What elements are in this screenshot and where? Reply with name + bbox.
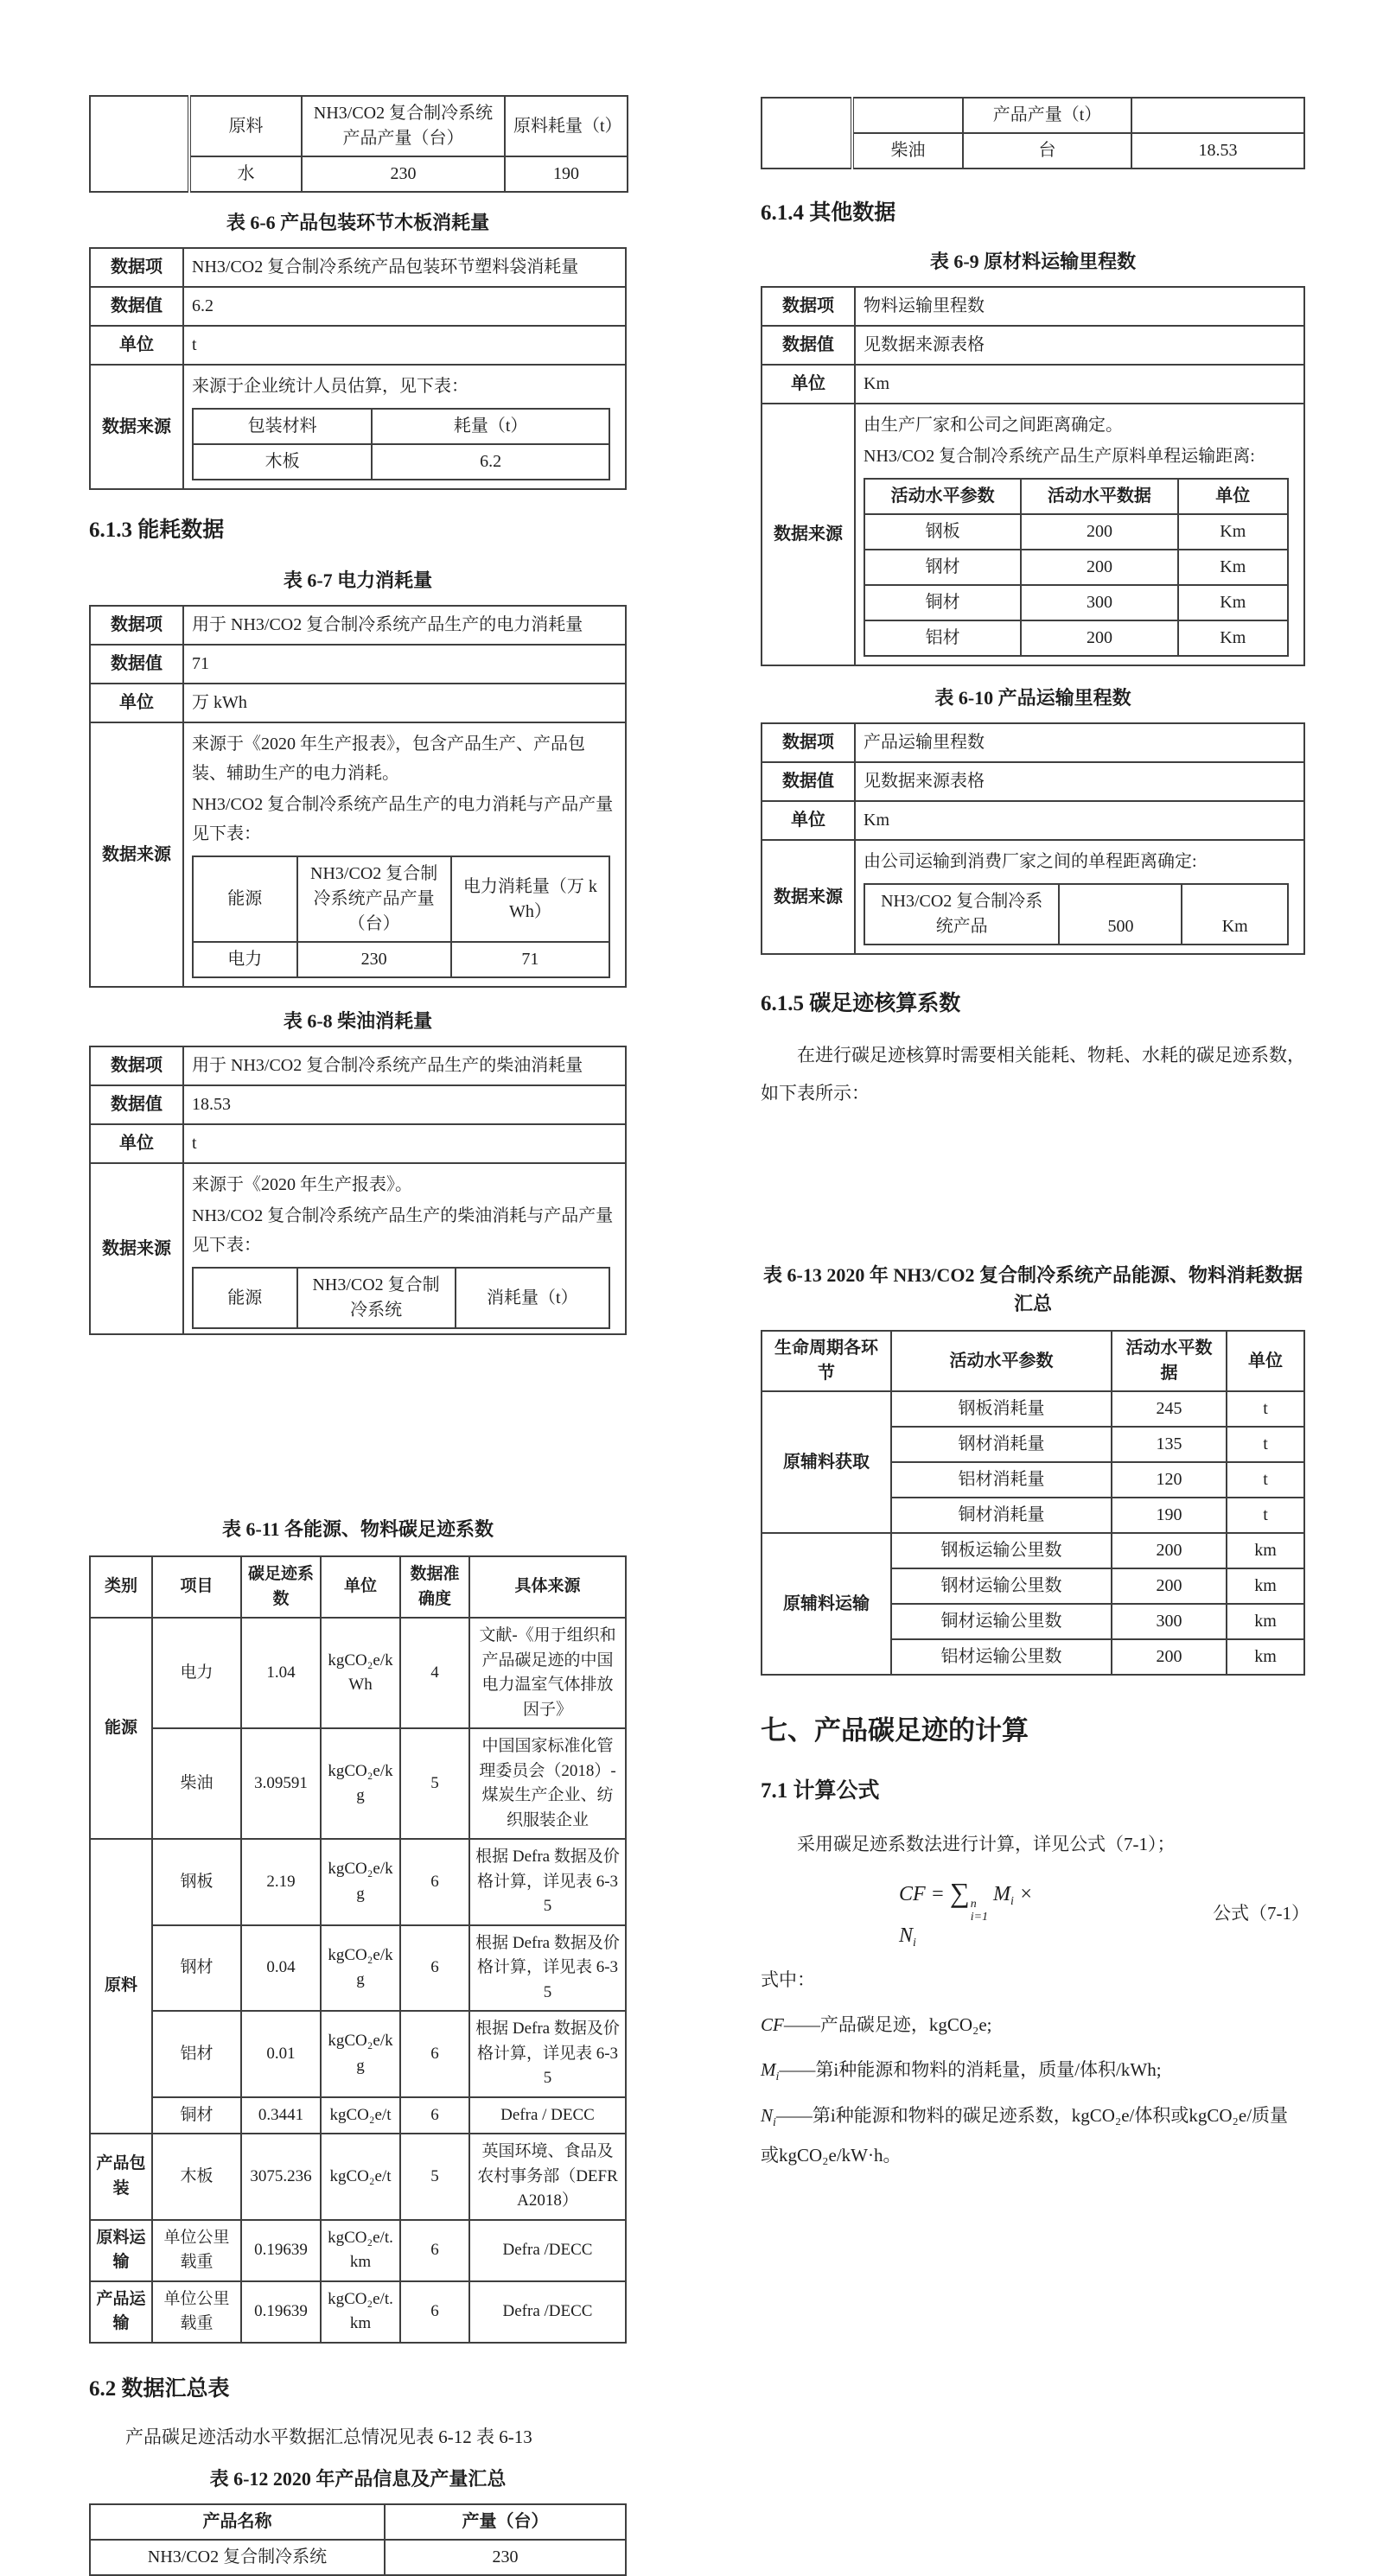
term-m: M [761,2058,776,2080]
table-cell: 200 [1021,550,1177,585]
table-header-cell: NH3/CO2 复合制冷系统 [297,1268,456,1328]
row-label-cell: 数据来源 [90,365,183,489]
table-cell: t [1227,1498,1304,1533]
table-cell: Km [1178,550,1288,585]
table-row [864,884,1288,945]
table-cell: km [1227,1604,1304,1639]
table-row [90,365,626,489]
source-note: NH3/CO2 复合制冷系统产品生产原料单程运输距离: [864,447,1255,466]
source-note: 由生产厂家和公司之间距离确定。 [864,416,1123,435]
table-cell: 见数据来源表格 [855,762,1304,801]
table-cell: 71 [451,942,609,977]
table-cell: 500 [1059,884,1182,945]
table-cell: 200 [1112,1568,1227,1604]
table-6-10-title: 表 6-10 产品运输里程数 [934,687,1131,709]
table-row [762,98,1304,133]
table-6-7-inner [192,855,610,978]
table-6-6 [89,247,627,490]
definition-m [761,2051,1305,2089]
table-cell: Km [1178,585,1288,620]
table-row [90,96,628,156]
row-label-cell: 数据项 [90,248,183,287]
table-cell: 0.01 [241,2011,321,2097]
table-cell: kgCO₂e/t.km [321,2220,400,2281]
table-6-7-title: 表 6-7 电力消耗量 [283,569,433,591]
table-row [90,684,626,722]
table-cell: 钢材消耗量 [891,1427,1112,1462]
table-cell: 钢板运输公里数 [891,1533,1112,1568]
table-cell: 6 [400,2281,469,2343]
table-6-12 [89,2503,627,2576]
table-cell: 钢板 [152,1839,241,1925]
table-row [762,1391,1304,1427]
table-cell: 铝材运输公里数 [891,1639,1112,1675]
table-cell: t [183,326,626,365]
table-cell: kgCO₂e/t [321,2097,400,2134]
definition-n-text: ——第i种能源和物料的碳足迹系数，kgCO₂e/体积或kgCO₂e/质量或kgCO₂e/kW·h。 [761,2105,1289,2166]
table-cell: 6 [400,2011,469,2097]
table-header-cell: 数据准确度 [400,1556,469,1618]
table-header-cell: 类别 [90,1556,152,1618]
row-label-cell: 单位 [762,801,855,840]
row-label-cell: 单位 [90,1124,183,1163]
table-row [193,444,609,480]
table-cell: kgCO₂e/kg [321,1839,400,1925]
table-cell: kgCO₂e/t.km [321,2281,400,2343]
table-cell: 230 [385,2540,626,2575]
table-cell: kgCO₂e/kg [321,1925,400,2012]
table-row [193,409,609,444]
table-cell: t [183,1124,626,1163]
lifecycle-stage-cell: 原辅料运输 [762,1533,891,1675]
source-note: 来源于《2020 年生产报表》。 [192,1175,412,1194]
table-cell: 0.3441 [241,2097,321,2134]
table-cell: 300 [1021,585,1177,620]
table-6-11-title: 表 6-11 各能源、物料碳足迹系数 [221,1518,494,1540]
table-6-8 [89,1046,627,1335]
row-label-cell: 数据来源 [762,840,855,954]
table-cell [855,840,1304,954]
table-cell: 18.53 [183,1085,626,1124]
table-cell: 柴油 [152,1728,241,1839]
table-cell: 3075.236 [241,2134,321,2220]
table-cell: Defra /DECC [469,2220,626,2281]
table-row [90,1085,626,1124]
formula-7-1 [899,1875,1048,1949]
chapter-heading-7: 七、产品碳足迹的计算 [761,1715,1029,1746]
table-6-6-title: 表 6-6 产品包装环节木板消耗量 [226,212,490,233]
table-header-cell: 产量（台） [385,2504,626,2540]
table-header-cell: 原料 [189,96,302,156]
formula-n-subscript: i [913,1936,916,1949]
table-cell: 钢板消耗量 [891,1391,1112,1427]
table-cell: 6.2 [183,287,626,326]
table-cell: NH3/CO2 复合制冷系统产品包装环节塑料袋消耗量 [183,248,626,287]
table-cell: 6 [400,1839,469,1925]
table-6-13-title-line2: 汇总 [1013,1293,1052,1315]
table-cell: 文献-《用于组织和产品碳足迹的中国电力温室气体排放因子》 [469,1618,626,1728]
table-cell: 铝材 [152,2011,241,2097]
table-row [90,1728,626,1839]
formula-n: N [899,1924,914,1947]
table-cell: 200 [1021,620,1177,656]
formula-m-subscript: i [1010,1895,1014,1909]
table-row [90,722,626,987]
table-header-cell: 耗量（t） [372,409,609,444]
table-cell: 200 [1112,1639,1227,1675]
section-heading-6-1-5: 6.1.5 碳足迹核算系数 [761,992,961,1015]
sum-lower-limit: i=1 [970,1910,989,1924]
formula-intro-paragraph: 采用碳足迹系数法进行计算，详见公式（7-1）； [797,1834,1176,1855]
table-cell: 245 [1112,1391,1227,1427]
table-header-cell: NH3/CO2 复合制冷系统产品产量（台） [297,856,451,942]
table-cell: 铜材 [864,585,1021,620]
table-cell: 铜材运输公里数 [891,1604,1112,1639]
table-cell: 18.53 [1131,133,1304,169]
table-cell: 钢材 [152,1925,241,2012]
table-cell: kgCO₂e/kWh [321,1618,400,1728]
table-cell: 见数据来源表格 [855,326,1304,365]
source-note: 由公司运输到消费厂家之间的单程距离确定: [864,852,1197,871]
category-cell: 产品包装 [90,2134,152,2220]
category-cell: 产品运输 [90,2281,152,2343]
category-cell: 能源 [90,1618,152,1839]
empty-source-cell [762,98,852,169]
term-n-subscript: i [773,2116,776,2130]
row-label-cell: 数据值 [90,287,183,326]
table-6-7 [89,605,627,988]
left-column [89,0,627,2576]
table-cell [855,404,1304,665]
definition-cf-text: ——产品碳足迹，kgCO₂e; [783,2013,992,2035]
definition-m-text: ——第i种能源和物料的消耗量，质量/体积/kWh; [779,2058,1162,2080]
table-row [762,1533,1304,1568]
formula-equals: = [930,1883,945,1906]
table-cell: 木板 [152,2134,241,2220]
term-m-subscript: i [775,2070,780,2083]
table-6-9-title: 表 6-9 原材料运输里程数 [929,251,1137,272]
table-row [193,942,609,977]
table-header-cell: 产品名称 [90,2504,385,2540]
sum-upper-limit: n [970,1898,977,1911]
lifecycle-stage-cell: 原辅料获取 [762,1391,891,1533]
term-n: N [761,2105,774,2127]
row-label-cell: 数据项 [90,1046,183,1085]
term-cf: CF [761,2013,784,2035]
table-cell: 230 [297,942,451,977]
row-label-cell: 数据项 [762,723,855,762]
table-cell: 71 [183,645,626,684]
table-row [90,1839,626,1925]
table-cell: 木板 [193,444,372,480]
table-row [90,1163,626,1334]
table-cell: NH3/CO2 复合制冷系统 [90,2540,385,2575]
table-cell: t [1227,1462,1304,1498]
table-cell: 物料运输里程数 [855,287,1304,326]
table-row [90,2097,626,2134]
source-note: 来源于企业统计人员估算，见下表： [192,377,468,396]
sum-symbol: ∑ [949,1877,970,1909]
row-label-cell: 数据值 [90,645,183,684]
table-cell: 2.19 [241,1839,321,1925]
table-cell: Km [1178,620,1288,656]
row-label-cell: 数据来源 [90,1163,183,1334]
table-6-9-inner [864,478,1289,657]
sum-limits [971,1899,988,1924]
table-row [762,723,1304,762]
table-header-cell: 消耗量（t） [456,1268,609,1328]
section-heading-6-2: 6.2 数据汇总表 [89,2376,230,2401]
table-row [90,326,626,365]
table-cell: 台 [963,133,1131,169]
table-cell: 用于 NH3/CO2 复合制冷系统产品生产的柴油消耗量 [183,1046,626,1085]
table-cell: Km [855,365,1304,404]
table-cell: 5 [400,1728,469,1839]
table-cell: kgCO₂e/kg [321,2011,400,2097]
table-cell: kgCO₂e/t [321,2134,400,2220]
table-header-cell: 生命周期各环节 [762,1331,891,1391]
row-label-cell: 数据值 [762,762,855,801]
table-cell: 电力 [193,942,297,977]
table-row [864,479,1288,514]
table-row [90,606,626,645]
table-header-cell: 单位 [321,1556,400,1618]
table-cell: 3.09591 [241,1728,321,1839]
formula-times: × [1018,1883,1034,1906]
table-diesel-continuation [761,97,1305,169]
definition-cf [761,2006,1305,2044]
table-header-cell: 单位 [1227,1331,1304,1391]
table-cell: 5 [400,2134,469,2220]
table-header-cell: 项目 [152,1556,241,1618]
formula-label: 公式（7-1） [1212,1903,1310,1924]
table-cell: 300 [1112,1604,1227,1639]
table-row [90,1124,626,1163]
table-row [762,404,1304,665]
table-row [90,2134,626,2220]
table-row [864,514,1288,550]
table-row [90,2504,626,2540]
table-6-12-title: 表 6-12 2020 年产品信息及产量汇总 [209,2467,507,2490]
table-header-cell: 单位 [1178,479,1288,514]
table-row [864,585,1288,620]
table-cell: 135 [1112,1427,1227,1462]
table-row [90,248,626,287]
table-cell: 200 [1021,514,1177,550]
table-cell: 电力 [152,1618,241,1728]
table-header-cell: 原料耗量（t） [505,96,628,156]
row-label-cell: 数据来源 [90,722,183,987]
empty-source-cell [90,96,189,192]
table-cell: 铜材 [152,2097,241,2134]
right-column [761,0,1310,2174]
table-cell [183,722,626,987]
table-row [193,856,609,942]
table-cell: 铝材 [864,620,1021,656]
row-label-cell: 数据项 [762,287,855,326]
table-row [90,1046,626,1085]
section-heading-6-1-3: 6.1.3 能耗数据 [89,518,225,542]
table-cell: 中国国家标准化管理委员会（2018）-煤炭生产企业、纺织服装企业 [469,1728,626,1839]
row-label-cell: 数据值 [90,1085,183,1124]
table-row [90,1556,626,1618]
table-cell: 6 [400,2220,469,2281]
table-header-cell: 能源 [193,856,297,942]
table-cell: Km [855,801,1304,840]
table-cell: Defra / DECC [469,2097,626,2134]
table-row [90,1618,626,1728]
table-cell: Defra /DECC [469,2281,626,2343]
table-6-13 [761,1330,1305,1676]
row-label-cell: 单位 [90,326,183,365]
table-row [864,550,1288,585]
table-6-13-title-line1: 表 6-13 2020 年 NH3/CO2 复合制冷系统产品能源、物料消耗数据 [763,1264,1303,1287]
table-row [762,326,1304,365]
table-cell: 190 [1112,1498,1227,1533]
table-cell: 钢材运输公里数 [891,1568,1112,1604]
table-6-8-title: 表 6-8 柴油消耗量 [283,1010,433,1032]
table-6-10-inner [864,883,1289,945]
coefficient-paragraph: 在进行碳足迹核算时需要相关能耗、物耗、水耗的碳足迹系数，如下表所示： [761,1045,1305,1104]
table-cell: 铜材消耗量 [891,1498,1112,1533]
table-cell: kgCO₂e/kg [321,1728,400,1839]
table-cell: 单位公里载重 [152,2220,241,2281]
table-header-cell: 活动水平数据 [1021,479,1177,514]
table-6-8-inner [192,1267,610,1329]
row-label-cell: 数据来源 [762,404,855,665]
section-heading-7-1: 7.1 计算公式 [761,1779,880,1803]
table-cell: 万 kWh [183,684,626,722]
table-cell: 190 [505,156,628,192]
row-label-cell: 单位 [90,684,183,722]
table-cell: 根据 Defra 数据及价格计算，详见表 6-35 [469,1925,626,2012]
row-label-cell: 数据值 [762,326,855,365]
source-note: 来源于《2020 年生产报表》，包含产品生产、产品包装、辅助生产的电力消耗。 [192,735,585,783]
table-cell: km [1227,1568,1304,1604]
table-header-cell: 活动水平数据 [1112,1331,1227,1391]
table-cell [183,1163,626,1334]
table-row [762,1331,1304,1391]
table-cell: 0.04 [241,1925,321,2012]
formula-cf: CF [899,1883,926,1906]
table-row [90,645,626,684]
table-cell: 铝材消耗量 [891,1462,1112,1498]
table-cell: km [1227,1639,1304,1675]
table-header-cell: 具体来源 [469,1556,626,1618]
table-cell: 6.2 [372,444,609,480]
table-cell: 根据 Defra 数据及价格计算，详见表 6-35 [469,2011,626,2097]
table-header-cell [852,98,963,133]
table-header-cell: 能源 [193,1268,297,1328]
table-cell: 钢板 [864,514,1021,550]
table-cell: 120 [1112,1462,1227,1498]
table-cell: km [1227,1533,1304,1568]
category-cell: 原料 [90,1839,152,2134]
table-header-cell: 产品产量（t） [963,98,1131,133]
formula-7-1-row [787,1875,1310,1949]
table-6-9 [761,286,1305,666]
table-header-cell [1131,98,1304,133]
table-row [90,2540,626,2575]
table-header-cell: 包装材料 [193,409,372,444]
table-cell: 200 [1112,1533,1227,1568]
formula-m: M [993,1883,1011,1906]
table-6-13-title [761,1261,1305,1318]
where-label: 式中： [761,1969,815,1990]
table-row [762,365,1304,404]
table-6-10 [761,722,1305,955]
definition-n [761,2096,1305,2173]
table-6-11 [89,1555,627,2344]
summary-paragraph: 产品碳足迹活动水平数据汇总情况见表 6-12 表 6-13 [125,2426,532,2447]
category-cell: 原料运输 [90,2220,152,2281]
table-6-6-inner [192,408,610,480]
table-cell: 4 [400,1618,469,1728]
table-row [90,287,626,326]
row-label-cell: 单位 [762,365,855,404]
table-cell: 柴油 [852,133,963,169]
table-cell: 0.19639 [241,2281,321,2343]
table-cell: t [1227,1427,1304,1462]
table-cell: 6 [400,2097,469,2134]
table-cell: 产品运输里程数 [855,723,1304,762]
table-header-cell: 活动水平参数 [864,479,1021,514]
table-cell: 230 [302,156,505,192]
table-row [90,1925,626,2012]
table-row [90,2011,626,2097]
row-label-cell: 数据项 [90,606,183,645]
table-header-cell: 碳足迹系数 [241,1556,321,1618]
table-row [90,2220,626,2281]
table-cell: 用于 NH3/CO2 复合制冷系统产品生产的电力消耗量 [183,606,626,645]
source-note: NH3/CO2 复合制冷系统产品生产的柴油消耗与产品产量见下表： [192,1206,614,1255]
table-cell: 单位公里载重 [152,2281,241,2343]
table-header-cell: NH3/CO2 复合制冷系统产品产量（台） [302,96,505,156]
table-row [762,287,1304,326]
table-row [90,2281,626,2343]
table-cell: 根据 Defra 数据及价格计算，详见表 6-35 [469,1839,626,1925]
table-row [864,620,1288,656]
table-header-cell: 活动水平参数 [891,1331,1112,1391]
table-row [193,1268,609,1328]
table-cell: 水 [189,156,302,192]
table-cell: 0.19639 [241,2220,321,2281]
section-heading-6-1-4: 6.1.4 其他数据 [761,201,896,225]
table-cell: 钢材 [864,550,1021,585]
table-row [762,762,1304,801]
table-cell: Km [1178,514,1288,550]
table-cell: t [1227,1391,1304,1427]
table-raw-material-continuation [89,95,628,193]
table-header-cell: 电力消耗量（万 kWh） [451,856,609,942]
source-note: NH3/CO2 复合制冷系统产品生产的电力消耗与产品产量见下表： [192,795,614,843]
table-cell: 英国环境、食品及农村事务部（DEFRA2018） [469,2134,626,2220]
table-cell: NH3/CO2 复合制冷系统产品 [864,884,1059,945]
table-cell: Km [1182,884,1288,945]
table-cell: 6 [400,1925,469,2012]
table-cell: 1.04 [241,1618,321,1728]
table-cell [183,365,626,489]
table-row [762,801,1304,840]
table-row [762,840,1304,954]
